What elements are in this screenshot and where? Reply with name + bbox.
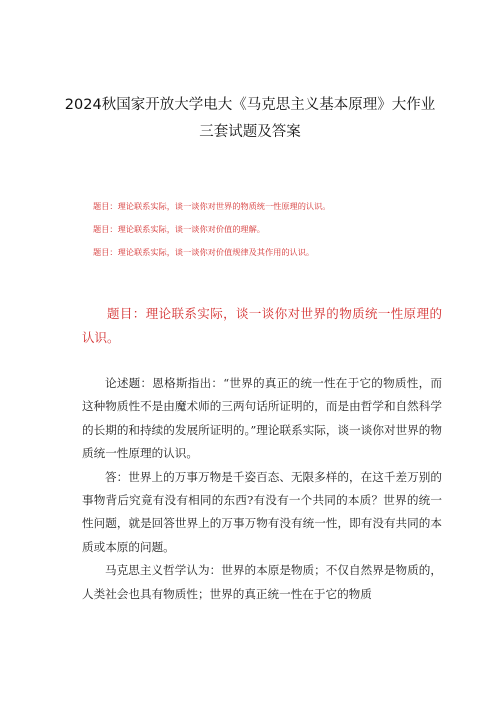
paragraph: 论述题：恩格斯指出：“世界的真正的统一性在于它的物质性，而这种物质性不是由魔术师的三两句话所证明的，而是由哲学和自然科学的长期的和持续的发展所证明的。”理论联系实际，谈一谈你对世界的物质统一性原理的认识。 (82, 376, 442, 461)
document-title: 2024秋国家开放大学电大《马克思主义基本原理》大作业三套试题及答案 (64, 97, 436, 140)
paragraph: 马克思主义哲学认为：世界的本原是物质；不仅自然界是物质的，人类社会也具有物质性；世界的真正统一性在于它的物质 (82, 563, 442, 601)
question-list (93, 200, 423, 269)
section-heading: 题目：理论联系实际，谈一谈你对世界的物质统一性原理的认识。 (82, 306, 442, 345)
question-list-item[interactable]: 题目：理论联系实际，谈一谈你对价值的理解。 (93, 224, 265, 234)
question-list-item[interactable]: 题目：理论联系实际，谈一谈你对价值规律及其作用的认识。 (93, 247, 315, 257)
body-text (82, 372, 442, 606)
question-list-item[interactable]: 题目：理论联系实际，谈一谈你对世界的物质统一性原理的认识。 (93, 201, 331, 211)
paragraph: 答：世界上的万事万物是千姿百态、无限多样的，在这千差万别的事物背后究竟有没有相同的东西?有没有一个共同的本质？世界的统一性问题，就是回答世界上的万事万物有没有统一性，即有没有共同的本质或本原的问题。 (82, 469, 442, 554)
